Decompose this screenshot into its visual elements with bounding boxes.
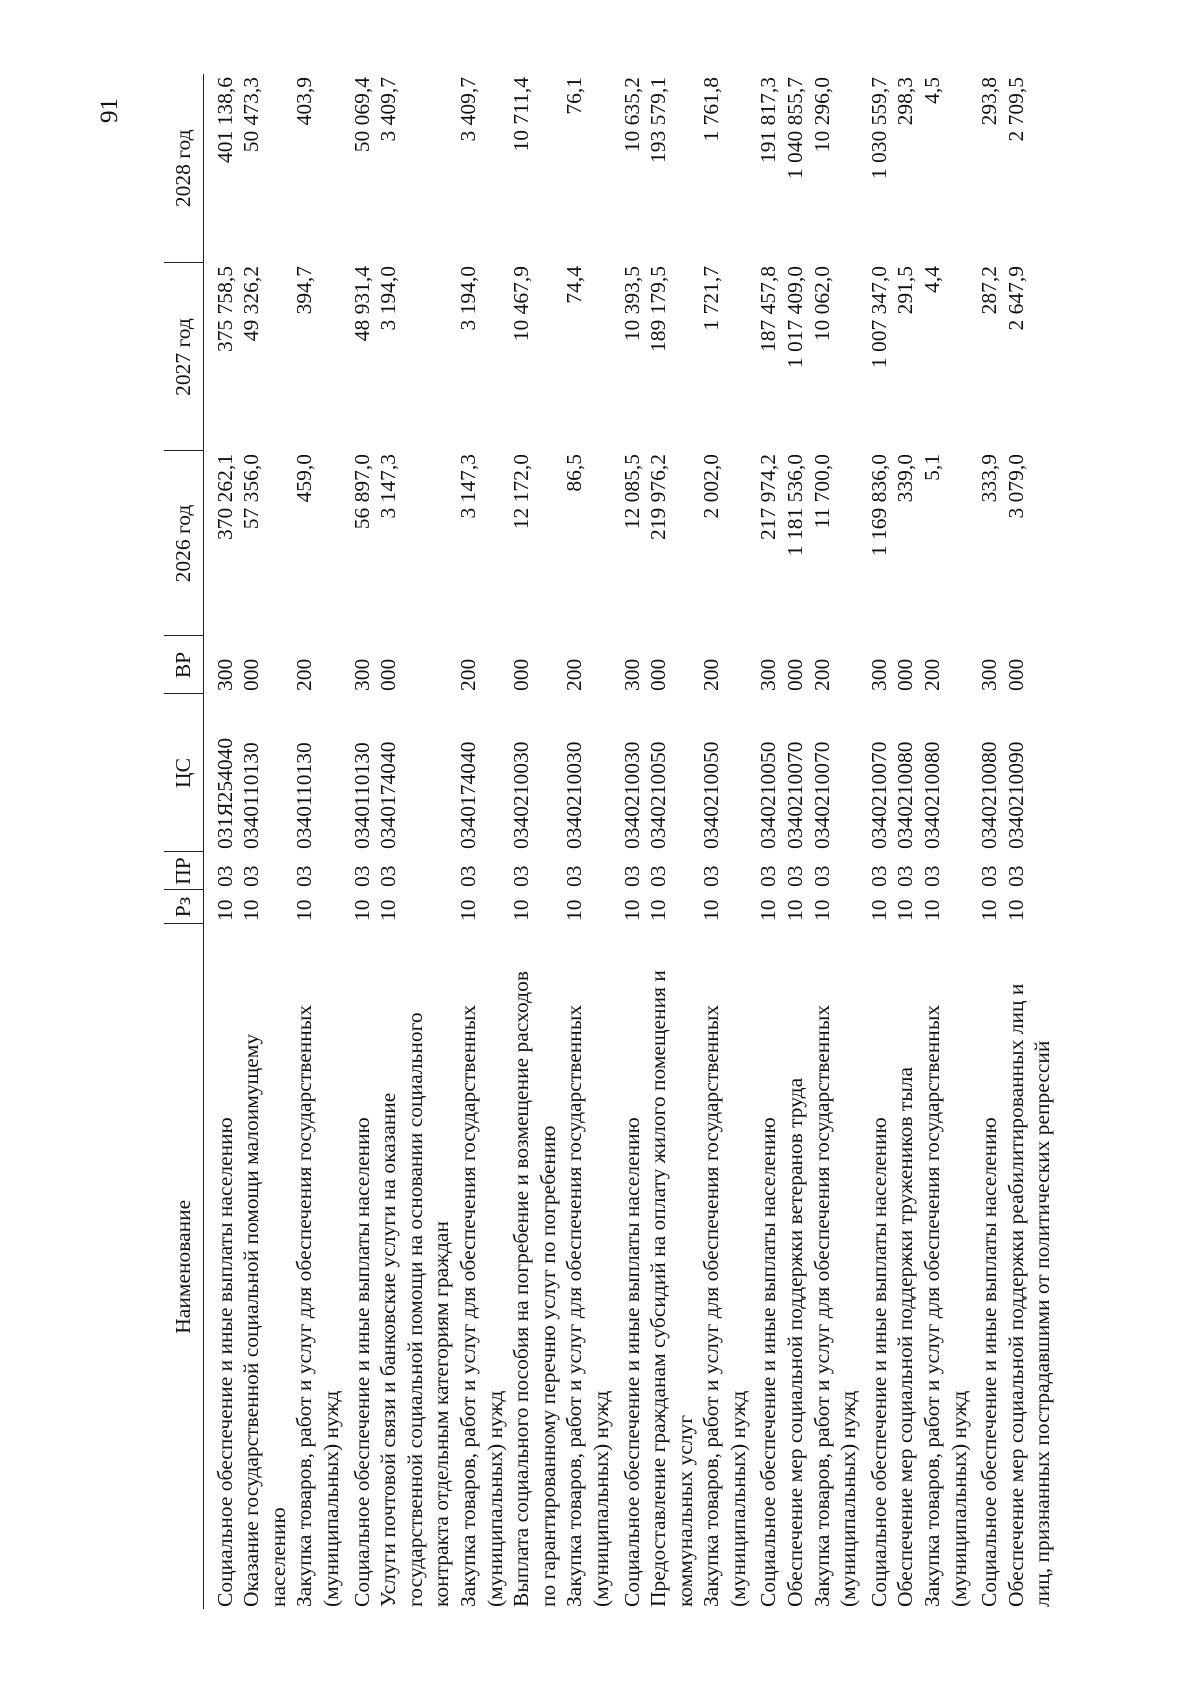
row-value-2028: 191 817,3	[756, 77, 781, 163]
row-value-2027: 3 194,0	[376, 266, 401, 331]
row-name-line: (муниципальных) нужд	[946, 1390, 971, 1607]
row-name-line: государственной социальной помощи на основании социального	[402, 1012, 427, 1607]
row-value-2028: 10 711,4	[509, 77, 534, 152]
row-pr: 03	[562, 865, 587, 887]
table-row	[345, 74, 376, 1609]
table-body	[203, 74, 1056, 1609]
row-vr: 000	[646, 658, 671, 691]
row-cs: 0340210030	[619, 741, 644, 849]
row-pr: 03	[866, 865, 891, 887]
row-value-2026: 1 181 536,0	[783, 454, 808, 557]
row-pr: 03	[809, 865, 834, 887]
table-header-row	[164, 74, 203, 1609]
table-row	[203, 74, 238, 1609]
row-name	[455, 924, 508, 1609]
row-value-2027: 4,4	[920, 266, 945, 293]
table-row	[782, 74, 809, 1609]
row-pr: 03	[455, 865, 480, 887]
row-rz: 10	[646, 899, 671, 921]
row-value-2026: 3 147,3	[455, 454, 480, 519]
row-name	[892, 924, 919, 1609]
row-value-2026: 1 169 836,0	[866, 454, 891, 557]
row-rz: 10	[509, 899, 534, 921]
row-name	[751, 924, 782, 1609]
row-rz: 10	[809, 899, 834, 921]
row-name	[698, 924, 751, 1609]
row-name	[615, 924, 646, 1609]
row-rz: 10	[349, 899, 374, 921]
row-value-2027: 49 326,2	[239, 266, 264, 342]
row-name	[561, 924, 614, 1609]
row-vr: 200	[699, 658, 724, 691]
row-name	[238, 924, 291, 1609]
row-name-line: Социальное обеспечение и иные выплаты населению	[212, 1117, 237, 1607]
row-cs: 0340110130	[292, 742, 317, 849]
header-name: Наименование	[164, 924, 203, 1609]
row-cs: 0340210050	[699, 741, 724, 849]
row-cs: 0340210090	[1003, 741, 1028, 849]
row-name	[645, 924, 698, 1609]
row-value-2028: 10 635,2	[619, 77, 644, 153]
row-name-line: Закупка товаров, работ и услуг для обеспечения государственных	[455, 1004, 480, 1607]
table-row	[919, 74, 972, 1609]
header-2027: 2027 год	[164, 263, 203, 451]
row-name	[203, 924, 238, 1609]
row-cs: 0340110130	[239, 742, 264, 849]
row-value-2028: 401 138,6	[212, 77, 237, 163]
header-2028: 2028 год	[164, 74, 203, 263]
row-name-line: Выплата социального пособия на погребение и возмещение расходов	[509, 971, 534, 1607]
row-name	[1003, 924, 1056, 1609]
row-value-2027: 375 758,5	[212, 266, 237, 352]
row-value-2027: 10 467,9	[509, 266, 534, 342]
row-value-2028: 1 030 559,7	[866, 77, 891, 180]
row-value-2027: 48 931,4	[349, 266, 374, 342]
row-name-line: по гарантированному перечню услуг по погребению	[535, 1125, 560, 1607]
row-name	[809, 924, 862, 1609]
row-rz: 10	[783, 899, 808, 921]
row-cs: 0340110130	[349, 742, 374, 849]
table-row	[615, 74, 646, 1609]
row-name-line: Предоставление гражданам субсидий на оплату жилого помещения и	[646, 970, 671, 1607]
row-value-2028: 3 409,7	[376, 77, 401, 142]
row-rz: 10	[212, 899, 237, 921]
row-pr: 03	[756, 865, 781, 887]
row-pr: 03	[349, 865, 374, 887]
row-value-2026: 459,0	[292, 454, 317, 503]
row-name-line: коммунальных услуг	[672, 1414, 697, 1607]
table-row	[809, 74, 862, 1609]
row-value-2027: 1 017 409,0	[783, 266, 808, 369]
table-row	[862, 74, 893, 1609]
row-pr: 03	[977, 865, 1002, 887]
row-vr: 000	[509, 658, 534, 691]
row-name-line: Обеспечение мер социальной поддержки ветеранов труда	[783, 1077, 808, 1607]
row-value-2028: 3 409,7	[455, 77, 480, 142]
row-pr: 03	[783, 865, 808, 887]
row-rz: 10	[239, 899, 264, 921]
row-value-2026: 219 976,2	[646, 454, 671, 540]
row-cs: 0340210030	[562, 741, 587, 849]
row-name	[375, 924, 455, 1609]
row-name	[782, 924, 809, 1609]
row-vr: 200	[562, 658, 587, 691]
row-value-2027: 394,7	[292, 266, 317, 315]
row-value-2026: 57 356,0	[239, 454, 264, 530]
row-vr: 300	[866, 658, 891, 691]
row-name-line: Закупка товаров, работ и услуг для обеспечения государственных	[292, 1004, 317, 1607]
row-vr: 300	[349, 658, 374, 691]
row-pr: 03	[646, 865, 671, 887]
row-vr: 300	[619, 658, 644, 691]
row-cs: 0340210070	[866, 741, 891, 849]
row-name-line: контракта отдельным категориям граждан	[429, 1221, 454, 1607]
row-name	[919, 924, 972, 1609]
row-vr: 200	[455, 658, 480, 691]
row-name-line: Обеспечение мер социальной поддержки тружеников тыла	[893, 1066, 918, 1607]
row-vr: 200	[809, 658, 834, 691]
row-vr: 000	[893, 658, 918, 691]
table-row	[508, 74, 561, 1609]
row-vr: 300	[756, 658, 781, 691]
row-value-2026: 56 897,0	[349, 454, 374, 530]
row-value-2026: 3 147,3	[376, 454, 401, 519]
row-name-line: Социальное обеспечение и иные выплаты населению	[756, 1117, 781, 1607]
row-value-2026: 11 700,0	[809, 454, 834, 529]
row-name-line: населению	[265, 1507, 290, 1607]
row-rz: 10	[1003, 899, 1028, 921]
row-value-2026: 217 974,2	[756, 454, 781, 540]
row-value-2027: 74,4	[562, 266, 587, 304]
row-rz: 10	[455, 899, 480, 921]
row-name	[508, 924, 561, 1609]
row-value-2028: 50 473,3	[239, 77, 264, 153]
row-pr: 03	[292, 865, 317, 887]
row-name-line: Обеспечение мер социальной поддержки реабилитированных лиц и	[1003, 983, 1028, 1607]
table-row	[291, 74, 344, 1609]
row-pr: 03	[212, 865, 237, 887]
row-name-line: Закупка товаров, работ и услуг для обеспечения государственных	[809, 1004, 834, 1607]
row-name-line: Услуги почтовой связи и банковские услуги на оказание	[376, 1092, 401, 1607]
row-cs: 0340210080	[977, 741, 1002, 849]
row-value-2027: 2 647,9	[1003, 266, 1028, 331]
header-cs: ЦС	[164, 694, 203, 852]
row-name	[972, 924, 1003, 1609]
table-row	[238, 74, 291, 1609]
row-value-2026: 2 002,0	[699, 454, 724, 519]
table-row	[1003, 74, 1056, 1609]
row-rz: 10	[866, 899, 891, 921]
row-name-line: Социальное обеспечение и иные выплаты населению	[977, 1117, 1002, 1607]
table-row	[561, 74, 614, 1609]
row-rz: 10	[920, 899, 945, 921]
row-vr: 200	[920, 658, 945, 691]
row-value-2026: 339,0	[893, 454, 918, 503]
row-vr: 200	[292, 658, 317, 691]
row-value-2027: 10 062,0	[809, 266, 834, 342]
table-row	[375, 74, 455, 1609]
row-name	[291, 924, 344, 1609]
row-name-line: Оказание государственной социальной помощи малоимущему	[239, 1033, 264, 1607]
header-pr: ПР	[164, 852, 203, 890]
row-value-2027: 1 007 347,0	[866, 266, 891, 369]
table-row	[972, 74, 1003, 1609]
row-rz: 10	[756, 899, 781, 921]
row-value-2027: 3 194,0	[455, 266, 480, 331]
row-vr: 000	[376, 658, 401, 691]
row-value-2028: 403,9	[292, 77, 317, 126]
row-rz: 10	[893, 899, 918, 921]
row-vr: 300	[212, 658, 237, 691]
row-name-line: Социальное обеспечение и иные выплаты населению	[866, 1117, 891, 1607]
row-rz: 10	[619, 899, 644, 921]
budget-table	[164, 74, 1056, 1609]
row-pr: 03	[893, 865, 918, 887]
row-pr: 03	[619, 865, 644, 887]
row-cs: 0340210080	[893, 741, 918, 849]
row-cs: 031Я254040	[212, 737, 237, 849]
row-cs: 0340210050	[646, 741, 671, 849]
row-value-2027: 291,5	[893, 266, 918, 315]
row-name-line: (муниципальных) нужд	[588, 1390, 613, 1607]
row-cs: 0340210070	[783, 741, 808, 849]
row-cs: 0340210080	[920, 741, 945, 849]
row-value-2026: 5,1	[920, 454, 945, 481]
row-pr: 03	[920, 865, 945, 887]
row-name-line: Социальное обеспечение и иные выплаты населению	[349, 1117, 374, 1607]
row-vr: 000	[783, 658, 808, 691]
row-name-line: Закупка товаров, работ и услуг для обеспечения государственных	[699, 1004, 724, 1607]
row-cs: 0340174040	[376, 741, 401, 849]
row-name-line: Закупка товаров, работ и услуг для обеспечения государственных	[920, 1004, 945, 1607]
row-vr: 000	[1003, 658, 1028, 691]
row-value-2028: 10 296,0	[809, 77, 834, 153]
row-name	[345, 924, 376, 1609]
row-value-2027: 1 721,7	[699, 266, 724, 331]
row-name-line: (муниципальных) нужд	[725, 1390, 750, 1607]
row-value-2027: 287,2	[977, 266, 1002, 315]
row-rz: 10	[977, 899, 1002, 921]
row-pr: 03	[509, 865, 534, 887]
row-pr: 03	[1003, 865, 1028, 887]
row-name-line: (муниципальных) нужд	[836, 1390, 861, 1607]
row-rz: 10	[292, 899, 317, 921]
row-value-2028: 298,3	[893, 77, 918, 126]
row-value-2026: 333,9	[977, 454, 1002, 503]
row-value-2028: 1 040 855,7	[783, 77, 808, 180]
table-row	[751, 74, 782, 1609]
row-value-2027: 187 457,8	[756, 266, 781, 352]
row-value-2028: 50 069,4	[349, 77, 374, 153]
row-name-line: лиц, признанных пострадавшими от политических репрессий	[1030, 1040, 1055, 1607]
page-number: 91	[96, 98, 123, 123]
table-row	[455, 74, 508, 1609]
row-value-2026: 12 085,5	[619, 454, 644, 530]
row-cs: 0340210050	[756, 741, 781, 849]
table-row	[892, 74, 919, 1609]
header-rz: Рз	[164, 890, 203, 924]
row-cs: 0340210070	[809, 741, 834, 849]
row-name	[862, 924, 893, 1609]
row-rz: 10	[376, 899, 401, 921]
row-rz: 10	[562, 899, 587, 921]
row-value-2026: 3 079,0	[1003, 454, 1028, 519]
row-vr: 000	[239, 658, 264, 691]
row-name-line: Социальное обеспечение и иные выплаты населению	[619, 1117, 644, 1607]
row-rz: 10	[699, 899, 724, 921]
row-cs: 0340174040	[455, 741, 480, 849]
row-vr: 300	[977, 658, 1002, 691]
row-name-line: Закупка товаров, работ и услуг для обеспечения государственных	[562, 1004, 587, 1607]
header-2026: 2026 год	[164, 451, 203, 636]
row-value-2028: 76,1	[562, 77, 587, 115]
table-row	[698, 74, 751, 1609]
header-vr: ВР	[164, 636, 203, 694]
row-name-line: (муниципальных) нужд	[482, 1390, 507, 1607]
row-pr: 03	[699, 865, 724, 887]
table-row	[645, 74, 698, 1609]
row-pr: 03	[376, 865, 401, 887]
row-value-2027: 189 179,5	[646, 266, 671, 352]
row-value-2026: 12 172,0	[509, 454, 534, 530]
row-value-2028: 193 579,1	[646, 77, 671, 163]
row-value-2028: 2 709,5	[1003, 77, 1028, 142]
row-value-2028: 293,8	[977, 77, 1002, 126]
row-value-2027: 10 393,5	[619, 266, 644, 342]
row-value-2028: 1 761,8	[699, 77, 724, 142]
row-value-2026: 86,5	[562, 454, 587, 492]
row-name-line: (муниципальных) нужд	[318, 1390, 343, 1607]
row-value-2028: 4,5	[920, 77, 945, 104]
row-value-2026: 370 262,1	[212, 454, 237, 540]
row-cs: 0340210030	[509, 741, 534, 849]
row-pr: 03	[239, 865, 264, 887]
